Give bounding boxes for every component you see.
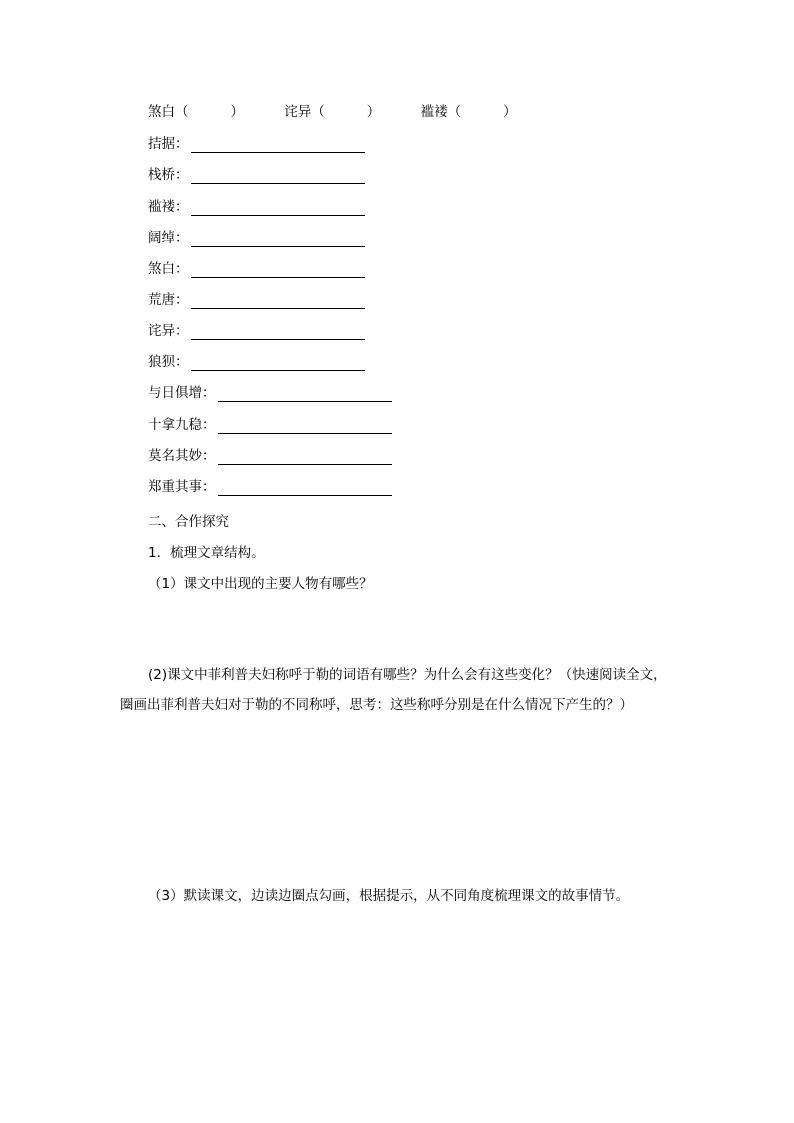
answer-blank[interactable] <box>191 169 365 184</box>
idiom-term: 莫名其妙： <box>148 448 216 464</box>
answer-blank[interactable] <box>218 419 392 434</box>
answer-blank[interactable] <box>191 356 365 371</box>
pron-item: 诧异（ ） <box>284 104 381 120</box>
section-title: 二、合作探究 <box>148 514 229 530</box>
idiom-row <box>148 478 392 496</box>
vocab-row <box>148 322 365 340</box>
idiom-term: 与日俱增： <box>148 385 216 401</box>
vocab-row <box>148 229 365 247</box>
answer-blank[interactable] <box>191 232 365 247</box>
answer-blank[interactable] <box>218 387 392 402</box>
answer-blank[interactable] <box>191 138 365 153</box>
answer-blank[interactable] <box>191 325 365 340</box>
vocab-term: 狼狈： <box>148 354 189 370</box>
vocab-row <box>148 166 365 184</box>
vocab-term: 诧异： <box>148 323 189 339</box>
vocab-row <box>148 260 365 278</box>
idiom-term: 十拿九稳： <box>148 417 216 433</box>
pron-item: 煞白（ ） <box>148 104 244 120</box>
answer-blank[interactable] <box>218 450 392 465</box>
idiom-row <box>148 384 392 402</box>
answer-blank[interactable] <box>191 294 365 309</box>
vocab-term: 栈桥： <box>148 167 189 183</box>
pron-word: 褴褛 <box>420 104 448 120</box>
pron-word: 煞白 <box>148 104 175 120</box>
pron-word: 诧异 <box>284 104 312 120</box>
task-item-1: 1．梳理文章结构。 <box>148 545 265 561</box>
pronunciation-row <box>148 103 517 121</box>
vocab-term: 拮据： <box>148 136 189 152</box>
pron-item: 褴褛（ ） <box>420 104 517 120</box>
vocab-row <box>148 198 365 216</box>
vocab-term: 荒唐： <box>148 292 189 308</box>
answer-blank[interactable] <box>218 481 392 496</box>
vocab-term: 褴褛： <box>148 199 189 215</box>
question-2: (2)课文中菲利普夫妇称呼于勒的词语有哪些？为什么会有这些变化？（快速阅读全文，圈画出菲利普夫妇对于勒的不同称呼，思考：这些称呼分别是在什么情况下产生的？） <box>120 667 667 713</box>
question-3: （3）默读课文，边读边圈点勾画，根据提示，从不同角度梳理课文的故事情节。 <box>148 888 630 904</box>
vocab-row <box>148 135 365 153</box>
idiom-row <box>148 447 392 465</box>
vocab-term: 煞白： <box>148 261 189 277</box>
vocab-term: 阔绰： <box>148 230 189 246</box>
idiom-term: 郑重其事： <box>148 479 216 495</box>
question-1: （1）课文中出现的主要人物有哪些？ <box>148 576 373 592</box>
answer-blank[interactable] <box>191 263 365 278</box>
answer-blank[interactable] <box>191 201 365 216</box>
vocab-row <box>148 353 365 371</box>
vocab-row <box>148 291 365 309</box>
idiom-row <box>148 416 392 434</box>
